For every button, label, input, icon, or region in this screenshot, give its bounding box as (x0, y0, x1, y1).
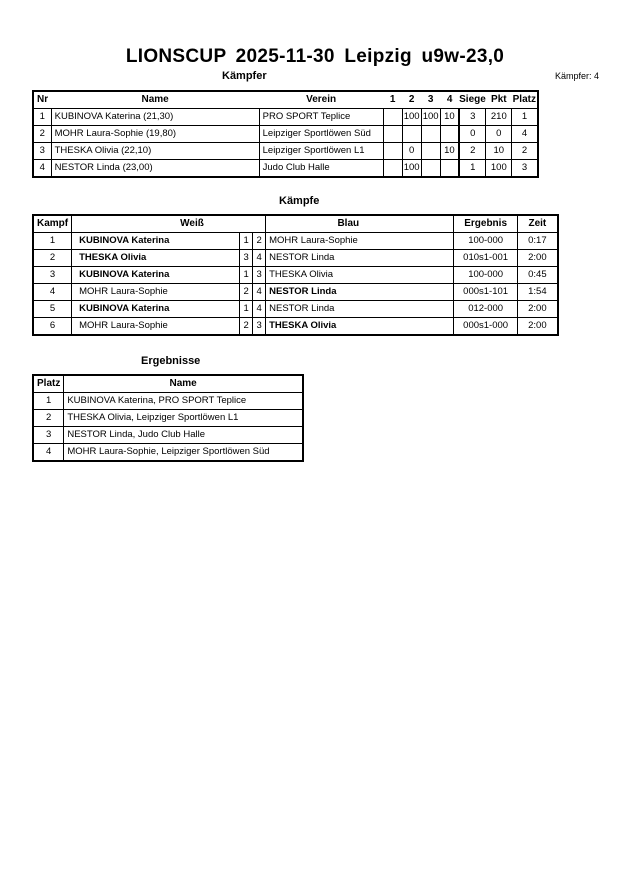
col-white: Weiß (72, 215, 266, 233)
fights-header-row (33, 215, 558, 233)
col-name: Name (51, 91, 259, 109)
fighter-club: Leipziger Sportlöwen Süd (259, 126, 383, 143)
fight-blue-name: THESKA Olivia (266, 267, 454, 284)
result-place: 2 (33, 410, 64, 427)
fight-number: 2 (33, 250, 72, 267)
fight-time: 1:54 (518, 284, 558, 301)
fight-blue-name: NESTOR Linda (266, 284, 454, 301)
fighter-name: NESTOR Linda (23,00) (51, 160, 259, 178)
fight-white-name: MOHR Laura-Sophie (72, 284, 240, 301)
fight-white-nr: 1 (240, 301, 253, 318)
fight-blue-name: THESKA Olivia (266, 318, 454, 336)
fight-white-name: KUBINOVA Katerina (72, 233, 240, 250)
col-blue: Blau (266, 215, 454, 233)
result-name: THESKA Olivia, Leipziger Sportlöwen L1 (64, 410, 303, 427)
fighter-points: 210 (486, 109, 512, 126)
result-place: 3 (33, 427, 64, 444)
fighter-place: 4 (512, 126, 538, 143)
fight-white-name: KUBINOVA Katerina (72, 301, 240, 318)
fighter-score-2 (402, 126, 421, 143)
fighter-row (33, 126, 538, 143)
fighter-score-4 (440, 160, 459, 178)
fight-white-nr: 2 (240, 284, 253, 301)
fighter-score-4 (440, 126, 459, 143)
fight-row (33, 233, 558, 250)
result-row (33, 410, 303, 427)
fight-time: 0:17 (518, 233, 558, 250)
fights-table (32, 214, 559, 336)
result-row (33, 444, 303, 462)
col-place: Platz (512, 91, 538, 109)
fight-result: 000s1-000 (454, 318, 518, 336)
result-place: 4 (33, 444, 64, 462)
fight-blue-nr: 4 (253, 250, 266, 267)
fighters-section-title: Kämpfer (222, 70, 267, 82)
fighter-wins: 0 (459, 126, 486, 143)
fighter-name: KUBINOVA Katerina (21,30) (51, 109, 259, 126)
result-name: KUBINOVA Katerina, PRO SPORT Teplice (64, 393, 303, 410)
fighter-nr: 1 (33, 109, 51, 126)
fighter-nr: 4 (33, 160, 51, 178)
result-name: NESTOR Linda, Judo Club Halle (64, 427, 303, 444)
result-row (33, 393, 303, 410)
fighter-wins: 1 (459, 160, 486, 178)
fight-white-name: KUBINOVA Katerina (72, 267, 240, 284)
fight-row (33, 267, 558, 284)
fighter-score-3: 100 (421, 109, 440, 126)
fight-white-nr: 1 (240, 267, 253, 284)
fighter-points: 10 (486, 143, 512, 160)
fight-number: 1 (33, 233, 72, 250)
fighter-score-3 (421, 126, 440, 143)
fight-number: 3 (33, 267, 72, 284)
fighter-name: MOHR Laura-Sophie (19,80) (51, 126, 259, 143)
fight-row (33, 318, 558, 336)
fighter-club: PRO SPORT Teplice (259, 109, 383, 126)
col-result-name: Name (64, 375, 303, 393)
fight-result: 000s1-101 (454, 284, 518, 301)
result-row (33, 427, 303, 444)
fight-row (33, 250, 558, 267)
col-points: Pkt (486, 91, 512, 109)
result-place: 1 (33, 393, 64, 410)
fight-blue-nr: 4 (253, 284, 266, 301)
fighter-score-1 (383, 109, 402, 126)
col-time: Zeit (518, 215, 558, 233)
fighter-nr: 3 (33, 143, 51, 160)
fighter-score-3 (421, 143, 440, 160)
fight-time: 2:00 (518, 301, 558, 318)
fight-time: 2:00 (518, 250, 558, 267)
fighter-club: Leipziger Sportlöwen L1 (259, 143, 383, 160)
fighter-row (33, 109, 538, 126)
fight-time: 0:45 (518, 267, 558, 284)
fighter-place: 1 (512, 109, 538, 126)
fight-number: 6 (33, 318, 72, 336)
fighter-name: THESKA Olivia (22,10) (51, 143, 259, 160)
fight-row (33, 284, 558, 301)
fighter-nr: 2 (33, 126, 51, 143)
fight-blue-nr: 4 (253, 301, 266, 318)
fighter-score-1 (383, 126, 402, 143)
fighter-place: 3 (512, 160, 538, 178)
fighter-score-2: 0 (402, 143, 421, 160)
col-wins: Siege (459, 91, 486, 109)
col-nr: Nr (33, 91, 51, 109)
fight-result: 012-000 (454, 301, 518, 318)
fight-row (33, 301, 558, 318)
col-r3: 3 (421, 91, 440, 109)
col-club: Verein (259, 91, 383, 109)
fighter-points: 100 (486, 160, 512, 178)
results-header-row (33, 375, 303, 393)
fighter-score-2: 100 (402, 109, 421, 126)
results-section-title: Ergebnisse (141, 355, 201, 367)
fight-number: 4 (33, 284, 72, 301)
fighter-score-4: 10 (440, 109, 459, 126)
fighter-row (33, 143, 538, 160)
col-r2: 2 (402, 91, 421, 109)
fight-blue-name: MOHR Laura-Sophie (266, 233, 454, 250)
fight-white-name: MOHR Laura-Sophie (72, 318, 240, 336)
fight-result: 010s1-001 (454, 250, 518, 267)
fighter-score-1 (383, 160, 402, 178)
fight-result: 100-000 (454, 233, 518, 250)
fight-blue-name: NESTOR Linda (266, 301, 454, 318)
fights-section-title: Kämpfe (279, 195, 320, 207)
result-name: MOHR Laura-Sophie, Leipziger Sportlöwen Süd (64, 444, 303, 462)
fighter-score-1 (383, 143, 402, 160)
page-title: LIONSCUP 2025-11-30 Leipzig u9w-23,0 (125, 46, 505, 67)
fight-time: 2:00 (518, 318, 558, 336)
col-r1: 1 (383, 91, 402, 109)
col-r4: 4 (440, 91, 459, 109)
fight-number: 5 (33, 301, 72, 318)
fight-blue-nr: 3 (253, 318, 266, 336)
fight-white-nr: 3 (240, 250, 253, 267)
fighters-table (32, 90, 539, 178)
fighter-score-3 (421, 160, 440, 178)
fight-blue-nr: 2 (253, 233, 266, 250)
results-table (32, 374, 304, 462)
fighter-points: 0 (486, 126, 512, 143)
fighters-count: Kämpfer: 4 (554, 71, 599, 81)
fight-blue-nr: 3 (253, 267, 266, 284)
col-result: Ergebnis (454, 215, 518, 233)
fight-blue-name: NESTOR Linda (266, 250, 454, 267)
fighters-header-row (33, 91, 538, 109)
fight-result: 100-000 (454, 267, 518, 284)
fight-white-name: THESKA Olivia (72, 250, 240, 267)
fighter-score-4: 10 (440, 143, 459, 160)
fighter-wins: 2 (459, 143, 486, 160)
col-result-place: Platz (33, 375, 64, 393)
fighter-place: 2 (512, 143, 538, 160)
fighter-score-2: 100 (402, 160, 421, 178)
fight-white-nr: 1 (240, 233, 253, 250)
fighter-club: Judo Club Halle (259, 160, 383, 178)
fight-white-nr: 2 (240, 318, 253, 336)
fighter-row (33, 160, 538, 178)
fighter-wins: 3 (459, 109, 486, 126)
col-fight: Kampf (33, 215, 72, 233)
